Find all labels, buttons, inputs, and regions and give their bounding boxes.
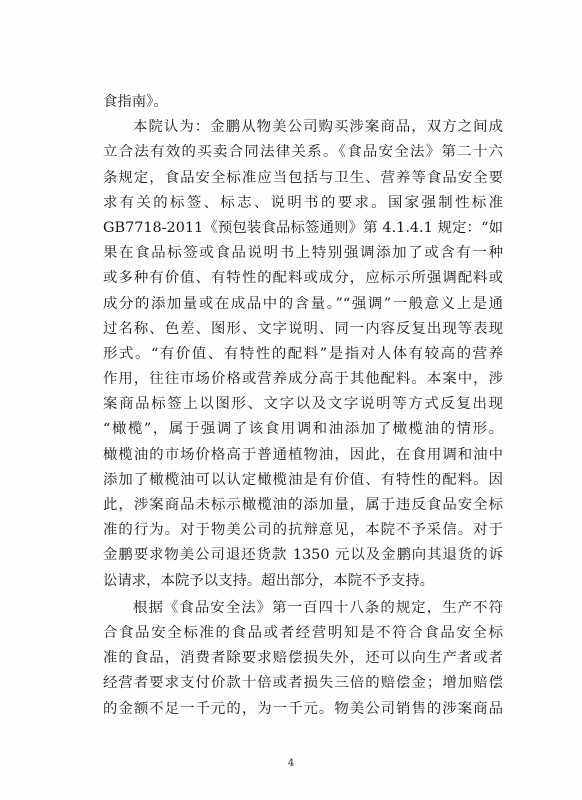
text-line: 添加了橄榄油可以认定橄榄油是有价值、有特性的配料。因 (103, 471, 503, 488)
text-line: 此，涉案商品未标示橄榄油的添加量，属于违反食品安全标 (103, 497, 503, 513)
text-line: 准的食品，消费者除要求赔偿损失外，还可以向生产者或者 (103, 650, 503, 667)
text-line: 合食品安全标准的食品或者经营明知是不符合食品安全标 (103, 624, 503, 641)
text-line: 的金额不足一千元的，为一千元。物美公司销售的涉案商品 (103, 700, 503, 717)
text-line: 成分的添加量或在成品中的含量。”“强调”一般意义上是通 (103, 295, 503, 312)
text-line: 或多种有价值、有特性的配料或成分，应标示所强调配料或 (103, 270, 503, 287)
page-number: 4 (287, 758, 295, 769)
text-line: 果在食品标签或食品说明书上特别强调添加了或含有一种 (103, 245, 503, 262)
text-line: 作用，往往市场价格或营养成分高于其他配料。本案中，涉 (103, 371, 503, 388)
text-line: 过名称、色差、图形、文字说明、同一内容反复出现等表现 (103, 320, 503, 337)
text-line: 经营者要求支付价款十倍或者损失三倍的赔偿金；增加赔偿 (103, 675, 503, 692)
text-line: 金鹏要求物美公司退还货款 1350 元以及金鹏向其退货的诉 (103, 547, 503, 564)
text-line: 立合法有效的买卖合同法律关系。《食品安全法》第二十六 (103, 144, 503, 161)
text-line: 根据《食品安全法》第一百四十八条的规定，生产不符 (133, 599, 503, 616)
text-line: 橄榄油的市场价格高于普通植物油，因此，在食用调和油中 (103, 446, 503, 463)
text-line: 食指南》。 (103, 94, 168, 110)
text-line: 准的行为。对于物美公司的抗辩意见，本院不予采信。对于 (103, 522, 503, 539)
text-line: “橄榄”，属于强调了该食用调和油添加了橄榄油的情形。 (103, 421, 503, 438)
text-line: GB7718-2011《预包装食品标签通则》第 4.1.4.1 规定：“如 (103, 219, 503, 236)
text-line: 本院认为：金鹏从物美公司购买涉案商品，双方之间成 (133, 119, 503, 136)
text-line: 求有关的标签、标志、说明书的要求。国家强制性标准 (103, 194, 503, 211)
body-text (103, 90, 503, 722)
text-line: 案商品标签上以图形、文字以及文字说明等方式反复出现 (103, 396, 503, 413)
text-line: 形式。“有价值、有特性的配料”是指对人体有较高的营养 (103, 345, 503, 362)
text-line: 讼请求，本院予以支持。超出部分，本院不予支持。 (103, 572, 434, 589)
text-line: 条规定，食品安全标准应当包括与卫生、营养等食品安全要 (103, 169, 503, 186)
